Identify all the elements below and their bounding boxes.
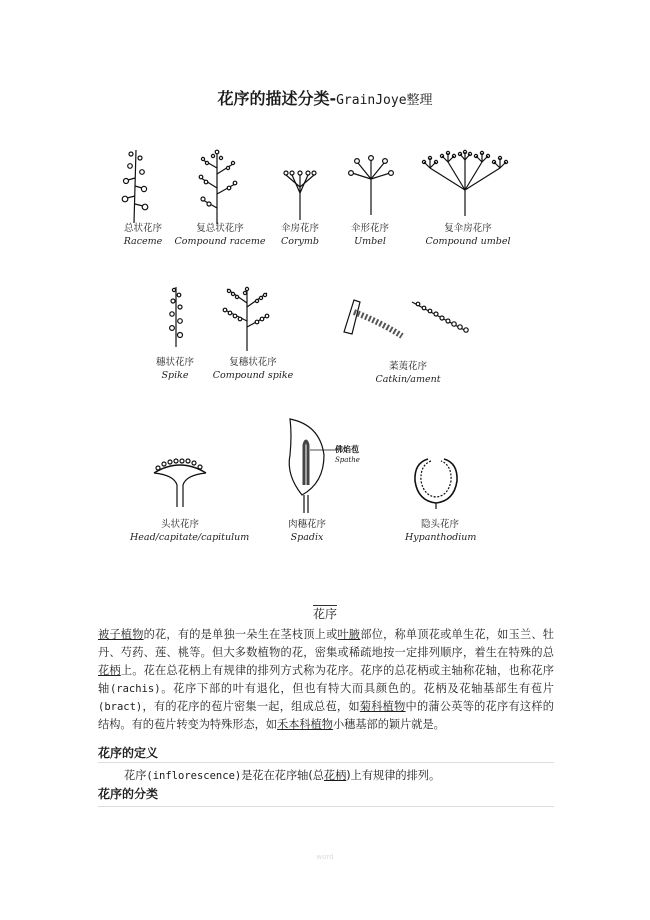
title-zh: 花序的描述分类-	[217, 89, 337, 108]
compound-spike-illustration	[215, 285, 275, 353]
corymb-label-en: Corymb	[281, 236, 319, 247]
catkin-label-en: Catkin/ament	[375, 374, 441, 385]
corymb-caption	[270, 222, 330, 248]
definition-text: 花序(inflorescence)是花在花序轴(总花柄)上有规律的排列。	[124, 769, 441, 782]
section-title: 花序	[312, 607, 337, 621]
link-asteraceae[interactable]: 菊科植物	[359, 700, 406, 713]
compound-umbel-label-en: Compound umbel	[425, 236, 511, 247]
spathe-label-zh: 佛焰苞	[335, 445, 359, 454]
link-pedicel[interactable]: 花柄	[98, 664, 121, 677]
head-caption	[130, 518, 250, 544]
umbel-illustration	[346, 155, 396, 220]
compound-raceme-label-en: Compound raceme	[174, 236, 266, 247]
compound-umbel-illustration	[420, 150, 510, 220]
hypanthodium-illustration	[412, 455, 460, 510]
spathe-label-en: Spathe	[335, 456, 360, 464]
spadix-label-en: Spadix	[290, 532, 324, 543]
compound-umbel-caption	[420, 222, 516, 248]
link-peduncle[interactable]: 花柄	[323, 769, 347, 782]
link-angiosperm[interactable]: 被子植物	[98, 628, 144, 641]
corymb-label-zh: 伞房花序	[280, 223, 319, 234]
spike-label-zh: 穗状花序	[155, 357, 194, 368]
hypanthodium-caption	[405, 518, 475, 544]
compound-umbel-label-zh: 复伞房花序	[444, 223, 492, 234]
compound-spike-label-en: Compound spike	[212, 370, 294, 381]
divider	[98, 762, 554, 763]
section-paragraph: 被子植物的花，有的是单独一朵生在茎枝顶上或叶腋部位，称单顶花或单生花，如玉兰、牡丹、芍药、莲、桃等。但大多数植物的花，密集或稀疏地按一定排列顺序，着生在特殊的总花柄上。花在总花柄上有规律的排列方式称为花序。花序的总花柄或主轴称花轴，也称花序轴(rachis)。花序下部的叶有退化，但也有特大而具颜色的。花柄及花轴基部生有苞片(bract)，有的花序的苞片密集一起，组成总苞，如菊科植物中的蒲公英等的花序有这样的结构。有的苞片转变为特殊形态，如禾本科植物小穗基部的颖片就是。	[98, 628, 554, 731]
spadix-caption	[277, 518, 337, 544]
divider	[98, 806, 554, 807]
umbel-label-zh: 伞形花序	[350, 223, 389, 234]
raceme-illustration	[120, 148, 160, 228]
compound-spike-label-zh: 复穗状花序	[229, 357, 277, 368]
definition-heading: 花序的定义	[98, 746, 159, 760]
classification-heading: 花序的分类	[98, 787, 159, 801]
page-title	[0, 86, 650, 109]
title-author: GrainJoye	[336, 93, 407, 108]
umbel-caption	[340, 222, 400, 248]
link-leaf-axil[interactable]: 叶腋	[337, 628, 361, 641]
umbel-label-en: Umbel	[354, 236, 386, 247]
spike-illustration	[162, 285, 192, 350]
compound-raceme-illustration	[195, 148, 245, 228]
footer-watermark: word	[316, 853, 334, 861]
catkin-illustration	[340, 292, 475, 347]
corymb-illustration	[280, 165, 320, 225]
raceme-caption	[113, 222, 173, 248]
raceme-label-en: Raceme	[123, 236, 163, 247]
hypanthodium-label-en: Hypanthodium	[405, 532, 477, 543]
head-label-zh: 头状花序	[160, 519, 199, 530]
compound-spike-caption	[208, 356, 298, 382]
spadix-illustration	[280, 415, 340, 515]
hypanthodium-label-zh: 隐头花序	[420, 519, 459, 530]
catkin-caption	[370, 360, 446, 386]
spadix-label-zh: 肉穗花序	[287, 519, 326, 530]
catkin-label-zh: 葇荑花序	[388, 361, 427, 372]
compound-raceme-label-zh: 复总状花序	[196, 223, 244, 234]
title-suffix: 整理	[406, 93, 433, 108]
head-label-en: Head/capitate/capitulum	[130, 532, 250, 543]
link-poaceae[interactable]: 禾本科植物	[277, 718, 333, 731]
spike-label-en: Spike	[161, 370, 189, 381]
raceme-label-zh: 总状花序	[123, 223, 162, 234]
spike-caption	[145, 356, 205, 382]
compound-raceme-caption	[170, 222, 270, 248]
head-illustration	[150, 455, 210, 510]
spathe-label	[335, 445, 360, 465]
